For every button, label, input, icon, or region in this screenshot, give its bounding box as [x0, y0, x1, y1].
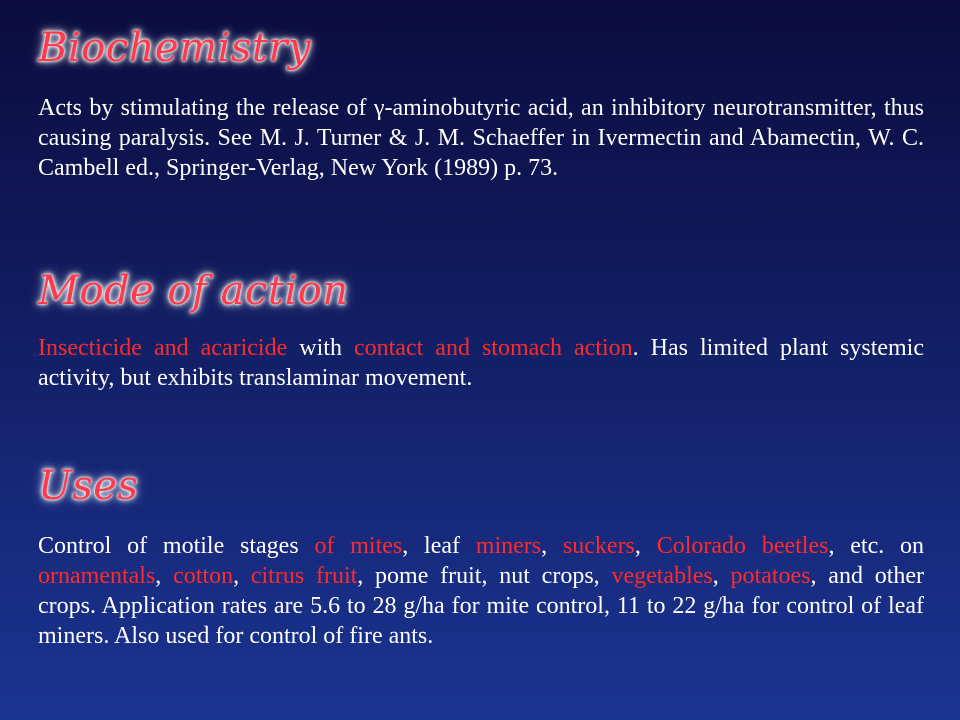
highlighted-phrase: miners [475, 533, 542, 559]
highlighted-phrase: potatoes [730, 563, 811, 589]
text-run: , [155, 563, 174, 589]
text-run: , [634, 533, 657, 559]
highlighted-phrase: citrus fruit [250, 563, 358, 589]
mode-of-action-heading: Mode of action [38, 268, 349, 314]
text-run: , [541, 533, 563, 559]
highlighted-phrase: ornamentals [38, 563, 156, 589]
highlighted-phrase: cotton [173, 563, 234, 589]
highlighted-phrase: of mites [314, 533, 403, 559]
highlighted-phrase: suckers [562, 533, 635, 559]
highlighted-phrase: contact and stomach action [353, 335, 633, 361]
highlighted-phrase: vegetables [611, 563, 713, 589]
biochemistry-paragraph: Acts by stimulating the release of γ-aminobutyric acid, an inhibitory neurotransmitter, thus causing paralysis. See M. J. Turner & J. M. Schaeffer in Ivermectin and Abamectin, W. C. Cambell ed., Springer-Verlag, New York (1989) p. 73. [38, 95, 924, 181]
text-run: , leaf [402, 533, 476, 559]
text-run: , etc. on [828, 533, 925, 559]
text-run: . Has limited plant systemic activity, but exhibits translaminar movement. [38, 335, 924, 391]
uses-heading: Uses [38, 463, 139, 509]
highlighted-phrase: Insecticide and acaricide [38, 335, 288, 361]
mode-of-action-paragraph [38, 333, 924, 393]
text-run: , and other crops. Application rates are 5.6 to 28 g/ha for mite control, 11 to 22 g/ha for control of leaf miners. Also used for control of fire ants. [38, 563, 925, 649]
highlighted-phrase: Colorado beetles [656, 533, 829, 559]
uses-paragraph [38, 531, 924, 651]
text-run: with [287, 335, 354, 361]
text-run: , [233, 563, 251, 589]
biochemistry-heading: Biochemistry [38, 25, 312, 71]
text-run: , pome fruit, nut crops, [357, 563, 612, 589]
text-run: , [712, 563, 731, 589]
text-run: Control of motile stages [38, 533, 315, 559]
